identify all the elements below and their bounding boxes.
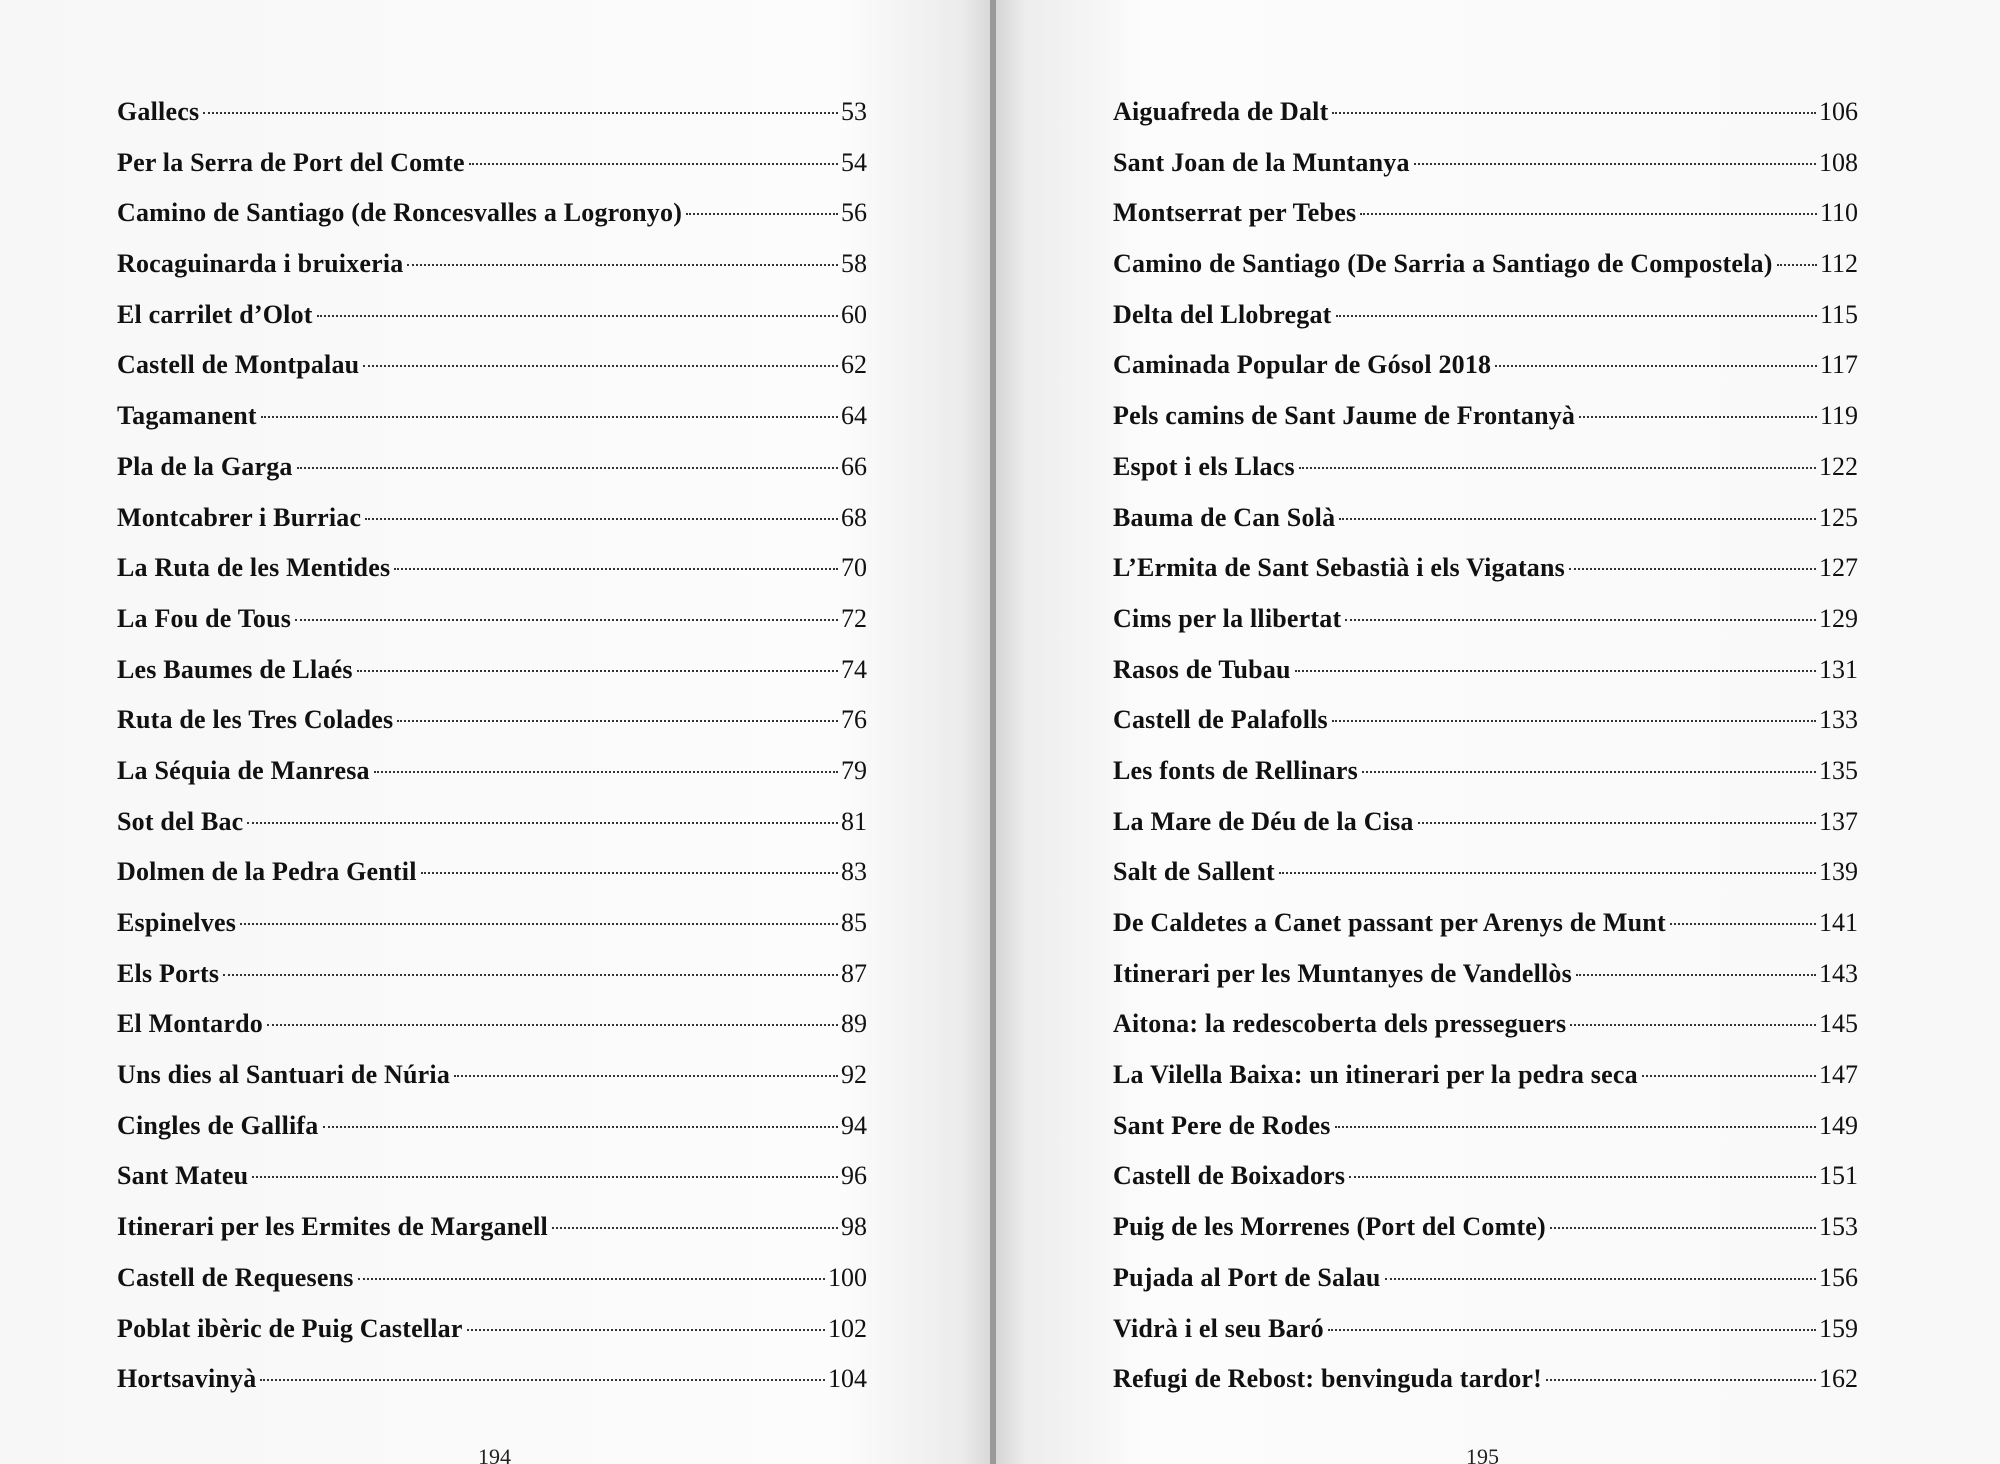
toc-entry-title: Itinerari per les Ermites de Marganell [117,1212,548,1242]
toc-entry-page-number: 135 [1819,755,1858,785]
toc-entry-page-number: 159 [1819,1313,1858,1343]
toc-entry-title: Castell de Palafolls [1113,705,1328,735]
dot-leader [1414,163,1816,165]
toc-entry [1113,1212,1858,1263]
toc-entry [1113,604,1858,655]
toc-entry-page-number: 100 [828,1262,867,1292]
toc-entry [1113,857,1858,908]
dot-leader [421,872,838,874]
toc-entry [1113,1364,1858,1415]
toc-entry-title: Vidrà i el seu Baró [1113,1313,1324,1343]
toc-entry-title: Refugi de Rebost: benvinguda tardor! [1113,1364,1542,1394]
toc-entry [1113,503,1858,554]
dot-leader [1328,1329,1816,1331]
toc-entry-page-number: 85 [841,908,867,937]
toc-entry-title: Gallecs [117,97,200,126]
toc-entry [1113,1009,1858,1060]
toc-entry-page-number: 53 [841,97,867,126]
toc-entry-title: Les Baumes de Llaés [117,654,353,684]
toc-entry [1113,97,1858,148]
toc-entry-page-number: 56 [841,198,867,228]
toc-entry-page-number: 83 [841,857,867,887]
toc-entry-page-number: 102 [828,1313,867,1343]
toc-entry-title: Montserrat per Tebes [1113,198,1357,228]
toc-entry-title: Aitona: la redescoberta dels presseguers [1113,1009,1567,1039]
dot-leader [357,670,838,672]
toc-entry [1113,705,1858,756]
toc-entry [1113,198,1858,249]
toc-entry-title: El carrilet d’Olot [117,299,313,329]
toc-entry-page-number: 94 [841,1110,867,1140]
toc-entry-title: Poblat ibèric de Puig Castellar [117,1313,463,1343]
dot-leader [1642,1075,1816,1077]
toc-entry [1113,908,1858,959]
dot-leader [365,518,838,520]
toc-entry-title: Ruta de les Tres Colades [117,705,394,735]
toc-entry [117,1161,867,1212]
toc-entry [1113,1263,1858,1314]
dot-leader [1335,1126,1816,1128]
toc-entry [117,249,867,300]
toc-entry-title: Castell de Requesens [117,1262,354,1292]
toc-entry-page-number: 64 [841,401,867,431]
dot-leader [1339,518,1816,520]
toc-list-left [117,97,867,1415]
toc-entry-page-number: 137 [1819,806,1858,836]
toc-entry [117,503,867,554]
dot-leader [374,771,838,773]
toc-entry [1113,300,1858,351]
toc-entry-title: Castell de Montpalau [117,350,360,380]
toc-entry [117,959,867,1010]
toc-entry-page-number: 96 [841,1161,867,1191]
toc-entry [117,1314,867,1365]
toc-entry-page-number: 81 [841,806,867,836]
toc-entry [1113,756,1858,807]
toc-entry-page-number: 108 [1819,147,1858,177]
dot-leader [1385,1278,1816,1280]
toc-entry-title: Rocaguinarda i bruixeria [117,249,404,279]
toc-entry [117,300,867,351]
dot-leader [363,365,838,367]
toc-entry-title: Sant Pere de Rodes [1113,1110,1331,1140]
dot-leader [267,1024,838,1026]
toc-entry-title: Camino de Santiago (De Sarria a Santiago de Compostela) [1113,249,1773,279]
toc-entry-title: La Séquia de Manresa [117,755,370,785]
dot-leader [1332,720,1816,722]
toc-entry-title: La Mare de Déu de la Cisa [1113,806,1414,836]
toc-entry-title: Pla de la Garga [117,451,293,481]
toc-entry-title: Bauma de Can Solà [1113,502,1336,532]
toc-entry-title: Espinelves [117,908,237,937]
toc-entry-title: Les fonts de Rellinars [1113,755,1358,785]
dot-leader [1336,315,1817,317]
toc-entry-title: Uns dies al Santuari de Núria [117,1060,451,1090]
toc-entry-page-number: 112 [1819,249,1858,279]
toc-entry-page-number: 98 [841,1212,867,1242]
dot-leader [1299,467,1816,469]
toc-entry-title: El Montardo [117,1009,263,1039]
toc-entry-page-number: 104 [828,1364,867,1394]
toc-entry [117,452,867,503]
dot-leader [1295,670,1816,672]
toc-entry-title: Sot del Bac [117,806,244,836]
dot-leader [1546,1379,1816,1381]
toc-entry [1113,148,1858,199]
toc-list-right [1113,97,1858,1415]
toc-entry-title: Delta del Llobregat [1113,299,1332,329]
dot-leader [394,568,838,570]
toc-entry-title: Itinerari per les Muntanyes de Vandellòs [1113,958,1572,988]
toc-entry-page-number: 122 [1819,451,1858,481]
dot-leader [358,1278,825,1280]
toc-entry-page-number: 141 [1819,908,1858,937]
toc-entry [117,1060,867,1111]
toc-entry-title: Dolmen de la Pedra Gentil [117,857,417,887]
toc-entry-title: La Ruta de les Mentides [117,553,391,583]
toc-entry-title: Els Ports [117,958,220,988]
toc-entry-page-number: 139 [1819,857,1858,887]
toc-entry-page-number: 74 [841,654,867,684]
toc-entry [117,807,867,858]
toc-entry-page-number: 76 [841,705,867,735]
toc-entry-title: Sant Joan de la Muntanya [1113,147,1410,177]
toc-entry-page-number: 115 [1819,299,1858,329]
toc-entry-page-number: 117 [1819,350,1858,380]
dot-leader [240,923,838,925]
toc-entry-page-number: 58 [841,249,867,279]
dot-leader [1360,213,1817,215]
toc-entry-title: Hortsavinyà [117,1364,257,1394]
toc-entry [117,553,867,604]
toc-entry-page-number: 125 [1819,502,1858,532]
dot-leader [1570,1024,1816,1026]
toc-entry-title: Pels camins de Sant Jaume de Frontanyà [1113,401,1576,431]
dot-leader [247,822,838,824]
toc-entry-title: Montcabrer i Burriac [117,502,362,532]
toc-entry [1113,807,1858,858]
toc-entry-title: Pujada al Port de Salau [1113,1262,1381,1292]
toc-entry-page-number: 66 [841,451,867,481]
toc-entry [1113,401,1858,452]
dot-leader [1349,1176,1816,1178]
toc-entry-title: Sant Mateu [117,1161,249,1191]
toc-entry-page-number: 110 [1819,198,1858,228]
dot-leader [252,1176,838,1178]
toc-entry [117,97,867,148]
toc-entry-title: Rasos de Tubau [1113,654,1291,684]
toc-entry-title: Cingles de Gallifa [117,1110,319,1140]
toc-entry-page-number: 54 [841,147,867,177]
dot-leader [1550,1227,1816,1229]
toc-entry-page-number: 145 [1819,1009,1858,1039]
toc-entry [117,1364,867,1415]
toc-entry [117,908,867,959]
toc-entry-title: L’Ermita de Sant Sebastià i els Vigatans [1113,553,1565,583]
toc-entry-title: Espot i els Llacs [1113,451,1295,481]
toc-entry-page-number: 162 [1819,1364,1858,1394]
dot-leader [397,720,838,722]
toc-entry [117,756,867,807]
toc-entry-page-number: 129 [1819,603,1858,633]
toc-entry [1113,1060,1858,1111]
dot-leader [1332,112,1816,114]
toc-entry-page-number: 92 [841,1060,867,1090]
dot-leader [297,467,838,469]
toc-entry-page-number: 156 [1819,1262,1858,1292]
dot-leader [317,315,838,317]
toc-entry [1113,350,1858,401]
toc-entry-title: Castell de Boixadors [1113,1161,1346,1191]
toc-entry-title: Per la Serra de Port del Comte [117,147,465,177]
toc-entry [1113,1161,1858,1212]
dot-leader [407,264,838,266]
toc-entry-title: La Fou de Tous [117,603,292,633]
dot-leader [203,112,838,114]
toc-entry-title: Tagamanent [117,401,257,431]
dot-leader [469,163,838,165]
toc-entry-page-number: 119 [1819,401,1858,431]
toc-entry-page-number: 149 [1819,1110,1858,1140]
page-number-right: 195 [1466,1444,1499,1464]
toc-entry-title: Aiguafreda de Dalt [1113,97,1329,126]
toc-entry [1113,959,1858,1010]
toc-entry-page-number: 131 [1819,654,1858,684]
toc-entry-page-number: 79 [841,755,867,785]
dot-leader [260,1379,825,1381]
toc-entry-page-number: 133 [1819,705,1858,735]
dot-leader [552,1227,838,1229]
dot-leader [1777,264,1817,266]
toc-entry-title: Caminada Popular de Gósol 2018 [1113,350,1492,380]
left-page [0,0,990,1464]
toc-entry-page-number: 147 [1819,1060,1858,1090]
toc-entry-page-number: 89 [841,1009,867,1039]
toc-entry [117,655,867,706]
dot-leader [1418,822,1816,824]
dot-leader [1576,974,1816,976]
toc-entry [117,604,867,655]
dot-leader [454,1075,838,1077]
page-number-left: 194 [478,1444,511,1464]
toc-entry [1113,249,1858,300]
dot-leader [323,1126,839,1128]
dot-leader [223,974,838,976]
toc-entry [117,198,867,249]
toc-entry [117,1111,867,1162]
dot-leader [686,213,838,215]
toc-entry [117,1009,867,1060]
toc-entry-title: Puig de les Morrenes (Port del Comte) [1113,1212,1546,1242]
toc-entry-page-number: 62 [841,350,867,380]
toc-entry-page-number: 127 [1819,553,1858,583]
toc-entry [117,148,867,199]
toc-entry-page-number: 68 [841,502,867,532]
right-page [996,0,2000,1464]
dot-leader [1569,568,1816,570]
dot-leader [261,416,838,418]
toc-entry [117,1212,867,1263]
toc-entry-title: De Caldetes a Canet passant per Arenys de Munt [1113,908,1666,937]
toc-entry [117,1263,867,1314]
dot-leader [1670,923,1816,925]
toc-entry [1113,452,1858,503]
toc-entry-page-number: 106 [1819,97,1858,126]
toc-entry-page-number: 143 [1819,958,1858,988]
toc-entry [1113,1314,1858,1365]
toc-entry-title: Camino de Santiago (de Roncesvalles a Logronyo) [117,198,683,228]
toc-entry [1113,655,1858,706]
dot-leader [1362,771,1816,773]
toc-entry [1113,553,1858,604]
toc-entry-page-number: 153 [1819,1212,1858,1242]
toc-entry [1113,1111,1858,1162]
toc-entry-page-number: 70 [841,553,867,583]
toc-entry-page-number: 72 [841,603,867,633]
dot-leader [1495,365,1817,367]
dot-leader [467,1329,825,1331]
toc-entry [117,857,867,908]
toc-entry-title: Salt de Sallent [1113,857,1275,887]
dot-leader [1345,619,1816,621]
dot-leader [1579,416,1817,418]
toc-entry-page-number: 87 [841,958,867,988]
toc-entry-title: La Vilella Baixa: un itinerari per la pedra seca [1113,1060,1638,1090]
toc-entry [117,705,867,756]
toc-entry-title: Cims per la llibertat [1113,603,1342,633]
toc-entry [117,350,867,401]
toc-entry-page-number: 60 [841,299,867,329]
dot-leader [295,619,838,621]
dot-leader [1279,872,1816,874]
toc-entry [117,401,867,452]
toc-entry-page-number: 151 [1819,1161,1858,1191]
